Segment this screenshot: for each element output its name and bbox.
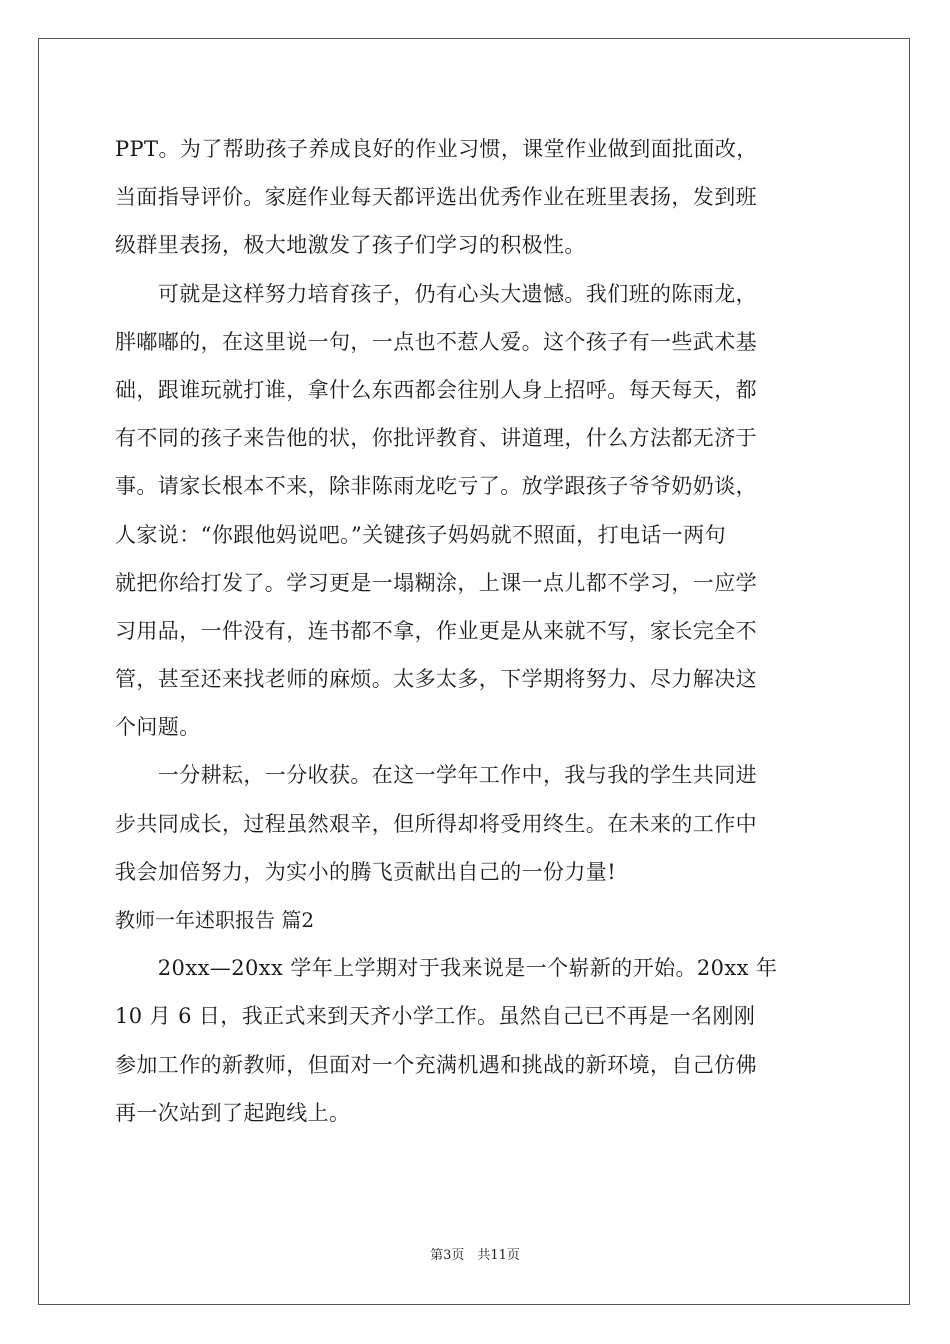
paragraph-line: 有不同的孩子来告他的状，你批评教育、讲道理，什么方法都无济于 xyxy=(115,426,757,451)
paragraph-line: 人家说：“你跟他妈说吧。”关键孩子妈妈就不照面，打电话一两句 xyxy=(115,522,726,547)
paragraph-line: 10 月 6 日，我正式来到天齐小学工作。虽然自己已不再是一名刚刚 xyxy=(115,1004,756,1029)
paragraph-line: 当面指导评价。家庭作业每天都评选出优秀作业在班里表扬，发到班 xyxy=(115,185,757,210)
paragraph-line: 参加工作的新教师，但面对一个充满机遇和挑战的新环境，自己仿佛 xyxy=(115,1052,757,1077)
paragraph-line: 管，甚至还来找老师的麻烦。太多太多，下学期将努力、尽力解决这 xyxy=(115,667,757,692)
paragraph-line: 胖嘟嘟的，在这里说一句，一点也不惹人爱。这个孩子有一些武术基 xyxy=(115,329,757,354)
paragraph-line: 事。请家长根本不来，除非陈雨龙吃亏了。放学跟孩子爷爷奶奶谈， xyxy=(115,474,757,499)
section-heading: 教师一年述职报告 篇2 xyxy=(115,908,315,932)
paragraph-line: 础，跟谁玩就打谁，拿什么东西都会往别人身上招呼。每天每天，都 xyxy=(115,377,757,402)
paragraph-line: 再一次站到了起跑线上。 xyxy=(115,1100,351,1125)
page-number-footer: 第3页 共11页 xyxy=(430,1248,520,1263)
paragraph-line: 习用品，一件没有，连书都不拿，作业更是从来就不写，家长完全不 xyxy=(115,618,757,643)
paragraph-line: 20xx—20xx 学年上学期对于我来说是一个崭新的开始。20xx 年 xyxy=(115,956,778,981)
paragraph-line: 个问题。 xyxy=(115,715,201,740)
paragraph-line: 一分耕耘，一分收获。在这一学年工作中，我与我的学生共同进 xyxy=(115,763,757,788)
paragraph-line: 可就是这样努力培育孩子，仍有心头大遗憾。我们班的陈雨龙， xyxy=(115,281,757,306)
paragraph-line: 我会加倍努力，为实小的腾飞贡献出自己的一份力量! xyxy=(115,859,617,884)
paragraph-line: PPT。为了帮助孩子养成良好的作业习惯，课堂作业做到面批面改， xyxy=(115,137,758,161)
paragraph-line: 级群里表扬，极大地激发了孩子们学习的积极性。 xyxy=(115,233,586,258)
paragraph-line: 步共同成长，过程虽然艰辛，但所得却将受用终生。在未来的工作中 xyxy=(115,811,757,836)
document-body xyxy=(115,125,835,1137)
paragraph-line: 就把你给打发了。学习更是一塌糊涂，上课一点儿都不学习，一应学 xyxy=(115,570,757,595)
